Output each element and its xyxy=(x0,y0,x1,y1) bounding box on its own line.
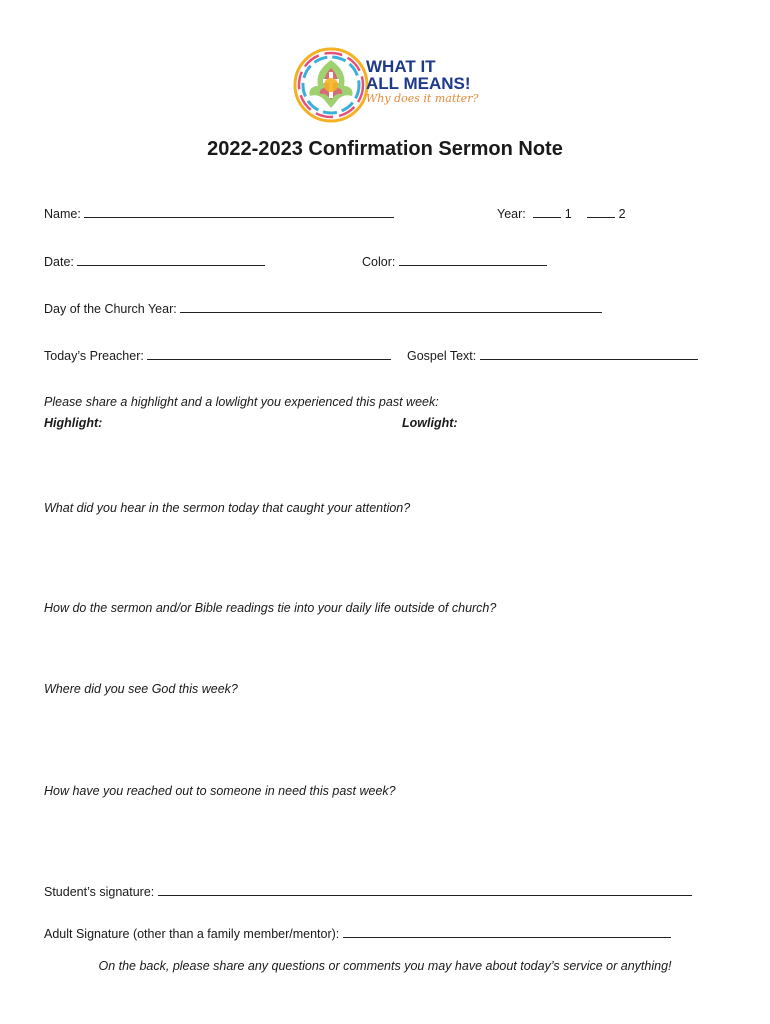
question-daily-life: How do the sermon and/or Bible readings tie into your daily life outside of church? xyxy=(44,601,497,615)
date-input-line[interactable] xyxy=(77,253,265,266)
gospel-field xyxy=(407,347,698,363)
gospel-input-line[interactable] xyxy=(480,347,698,360)
church-year-label: Day of the Church Year: xyxy=(44,302,177,316)
question-reached-out: How have you reached out to someone in need this past week? xyxy=(44,784,396,798)
logo-emblem-icon xyxy=(292,46,370,124)
logo-line-1: WHAT IT xyxy=(366,57,436,76)
gospel-label: Gospel Text: xyxy=(407,349,477,363)
student-signature-label: Student’s signature: xyxy=(44,885,155,899)
logo-line-2: ALL MEANS! xyxy=(366,74,471,93)
year-option-1-label: 1 xyxy=(564,207,572,221)
student-signature-field xyxy=(44,883,692,899)
color-field xyxy=(362,253,547,269)
adult-signature-line[interactable] xyxy=(343,925,671,938)
footer-note: On the back, please share any questions or comments you may have about today’s service or anything! xyxy=(98,959,672,973)
question-see-god: Where did you see God this week? xyxy=(44,682,238,696)
date-field xyxy=(44,253,265,269)
name-label: Name: xyxy=(44,207,81,221)
highlight-prompt: Please share a highlight and a lowlight you experienced this past week: xyxy=(44,395,439,409)
preacher-label: Today’s Preacher: xyxy=(44,349,144,363)
year-option-1-checkline[interactable] xyxy=(533,205,561,218)
highlight-label: Highlight: xyxy=(44,416,103,430)
year-label: Year: xyxy=(497,207,526,221)
year-option-2-label: 2 xyxy=(618,207,626,221)
logo xyxy=(292,46,482,124)
church-year-field xyxy=(44,300,602,316)
name-input-line[interactable] xyxy=(84,205,394,218)
student-signature-line[interactable] xyxy=(158,883,692,896)
page-title: 2022-2023 Confirmation Sermon Note xyxy=(207,138,563,160)
adult-signature-field xyxy=(44,925,671,941)
lowlight-label: Lowlight: xyxy=(402,416,458,430)
question-attention: What did you hear in the sermon today that caught your attention? xyxy=(44,501,411,515)
year-field xyxy=(497,205,626,221)
preacher-field xyxy=(44,347,391,363)
preacher-input-line[interactable] xyxy=(147,347,391,360)
logo-tagline: Why does it matter? xyxy=(366,92,479,105)
name-field xyxy=(44,205,394,221)
color-input-line[interactable] xyxy=(399,253,547,266)
date-label: Date: xyxy=(44,255,74,269)
church-year-input-line[interactable] xyxy=(180,300,602,313)
color-label: Color: xyxy=(362,255,396,269)
adult-signature-label: Adult Signature (other than a family member/mentor): xyxy=(44,927,340,941)
year-option-2-checkline[interactable] xyxy=(587,205,615,218)
